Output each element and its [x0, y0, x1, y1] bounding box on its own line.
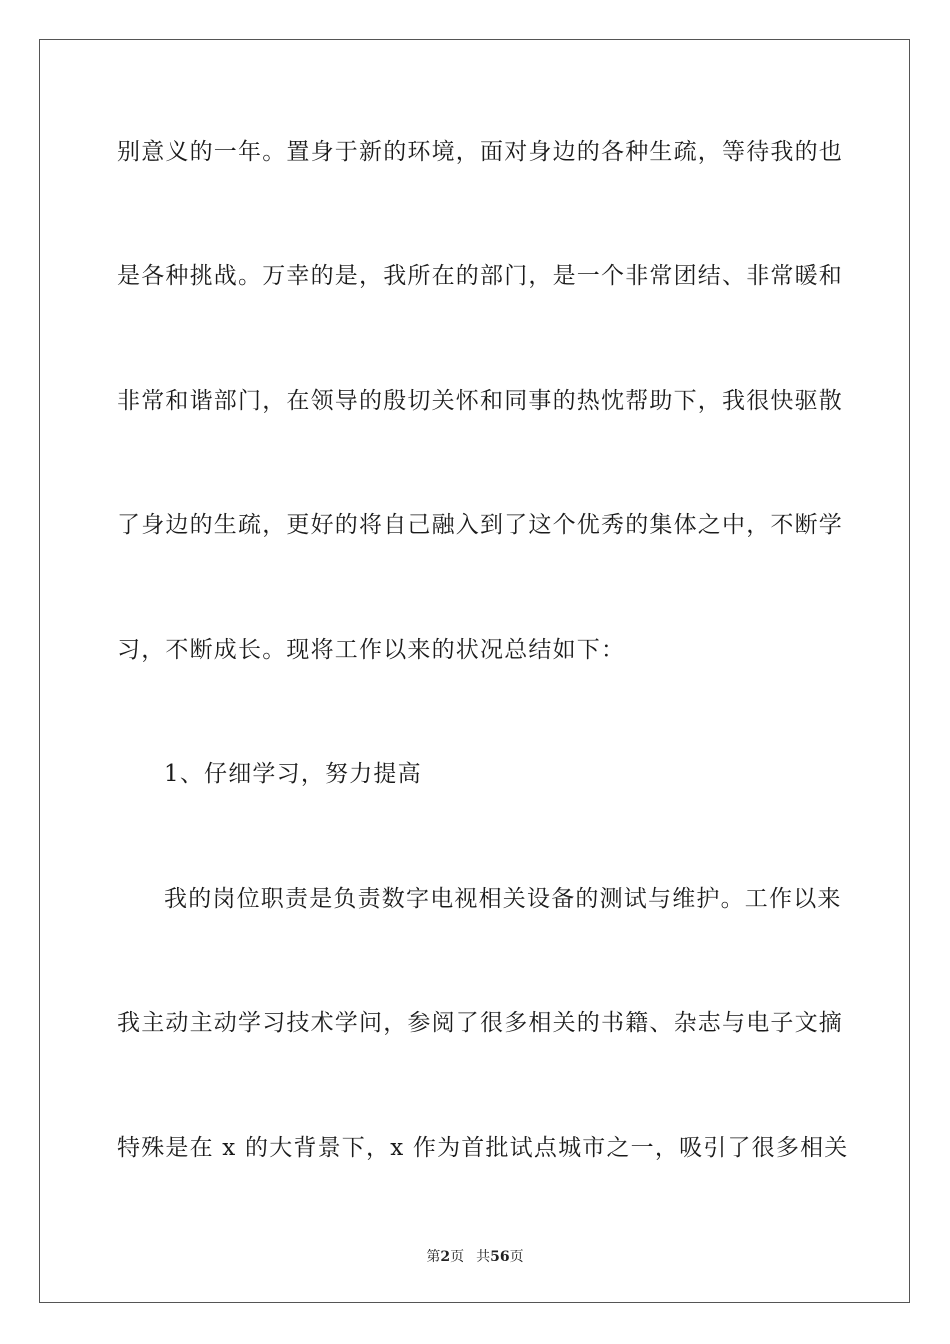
- total-label-prefix: 共: [476, 1249, 491, 1265]
- body-text-line: 我的岗位职责是负责数字电视相关设备的测试与维护。工作以来: [164, 886, 842, 912]
- body-text-line: 是各种挑战。万幸的是，我所在的部门，是一个非常团结、非常暖和: [117, 263, 843, 289]
- body-text-line: 非常和谐部门，在领导的殷切关怀和同事的热忱帮助下，我很快驱散: [117, 388, 843, 414]
- body-text-line: 我主动主动学习技术学问，参阅了很多相关的书籍、杂志与电子文摘: [117, 1010, 843, 1036]
- page-border: [39, 39, 910, 1303]
- total-pages: 56: [490, 1249, 510, 1265]
- section-heading: 1、仔细学习，努力提高: [164, 761, 422, 787]
- body-text-line: 别意义的一年。置身于新的环境，面对身边的各种生疏，等待我的也: [117, 139, 843, 165]
- body-text-line: 习，不断成长。现将工作以来的状况总结如下：: [117, 637, 626, 663]
- page-footer: [0, 1248, 950, 1266]
- page-number: 2: [440, 1249, 451, 1265]
- total-label-suffix: 页: [509, 1249, 524, 1265]
- page-label-suffix: 页: [450, 1249, 465, 1265]
- body-text-line: 特殊是在 x 的大背景下，x 作为首批试点城市之一，吸引了很多相关: [117, 1135, 849, 1161]
- body-text-line: 了身边的生疏，更好的将自己融入到了这个优秀的集体之中，不断学: [117, 512, 843, 538]
- page-label-prefix: 第: [426, 1249, 441, 1265]
